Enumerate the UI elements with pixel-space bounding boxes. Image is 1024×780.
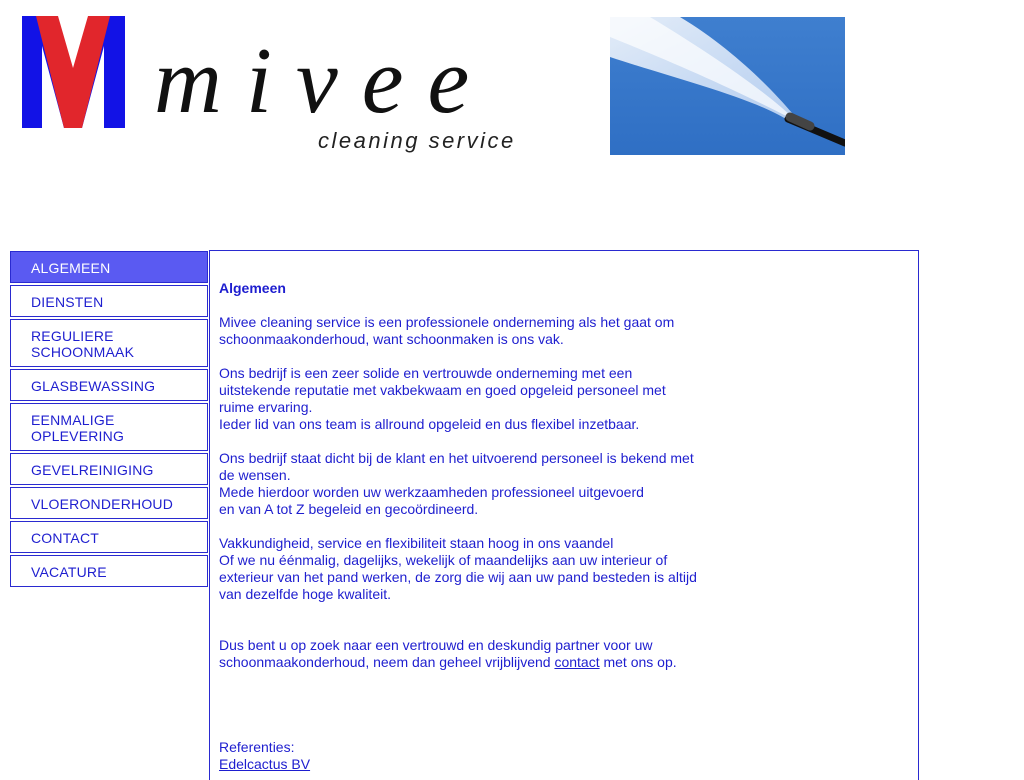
intro-paragraph (219, 314, 689, 348)
quality-paragraph (219, 535, 704, 603)
nav-item-algemeen[interactable]: ALGEMEEN (10, 251, 208, 283)
professional-text: Mede hierdoor worden uw werkzaamheden professioneel uitgevoerd (219, 484, 644, 500)
quality-text: Of we nu éénmalig, dagelijks, wekelijk of maandelijks aan uw interieur of exterieur van het pand werken, de zorg die wij aan uw pand besteden is altijd van dezelfde hoge kwaliteit. (219, 552, 697, 602)
logo-wordmark: mivee (154, 29, 494, 133)
contact-text-before: Dus bent u op zoek naar een vertrouwd en deskundig partner voor uw schoonmaakonderhoud, neem dan geheel vrijblijvend (219, 637, 653, 670)
hero-image-pressure-washer (610, 17, 845, 155)
motto-text: Vakkundigheid, service en flexibiliteit staan hoog in ons vaandel (219, 535, 614, 551)
client-text: Ons bedrijf staat dicht bij de klant en het uitvoerend personeel is bekend met de wensen. (219, 450, 694, 483)
intro-text: Mivee cleaning service is een professionele onderneming als het gaat om schoonmaakonderhoud, want schoonmaken is ons vak. (219, 314, 675, 347)
logo-m-mark (22, 16, 125, 128)
main-content (209, 250, 919, 780)
logo-tagline: cleaning service (318, 128, 516, 153)
company-paragraph (219, 365, 689, 433)
page-title: Algemeen (219, 280, 286, 296)
nav-item-vloeronderhoud[interactable]: VLOERONDERHOUD (10, 487, 208, 519)
nav-item-diensten[interactable]: DIENSTEN (10, 285, 208, 317)
company-logo (22, 16, 542, 166)
nav-item-reguliere-schoonmaak[interactable]: REGULIERE SCHOONMAAK (10, 319, 208, 367)
nav-item-vacature[interactable]: VACATURE (10, 555, 208, 587)
coordination-text: en van A tot Z begeleid en gecoördineerd. (219, 501, 479, 517)
references-label: Referenties: (219, 739, 295, 755)
nav-item-gevelreiniging[interactable]: GEVELREINIGING (10, 453, 208, 485)
contact-link[interactable]: contact (554, 654, 600, 670)
contact-paragraph (219, 637, 689, 671)
client-paragraph (219, 450, 699, 518)
nav-item-glasbewassing[interactable]: GLASBEWASSING (10, 369, 208, 401)
company-text: Ons bedrijf is een zeer solide en vertrouwde onderneming met een uitstekende reputatie met vakbekwaam en goed opgeleid personeel met ruime ervaring. (219, 365, 666, 415)
team-text: Ieder lid van ons team is allround opgeleid en dus flexibel inzetbaar. (219, 416, 640, 432)
nav-item-eenmalige-oplevering[interactable]: EENMALIGE OPLEVERING (10, 403, 208, 451)
nav-item-contact[interactable]: CONTACT (10, 521, 208, 553)
sidebar-nav (10, 251, 208, 589)
contact-text-after: met ons op. (599, 654, 677, 670)
reference-link-edelcactus[interactable]: Edelcactus BV (219, 756, 311, 772)
